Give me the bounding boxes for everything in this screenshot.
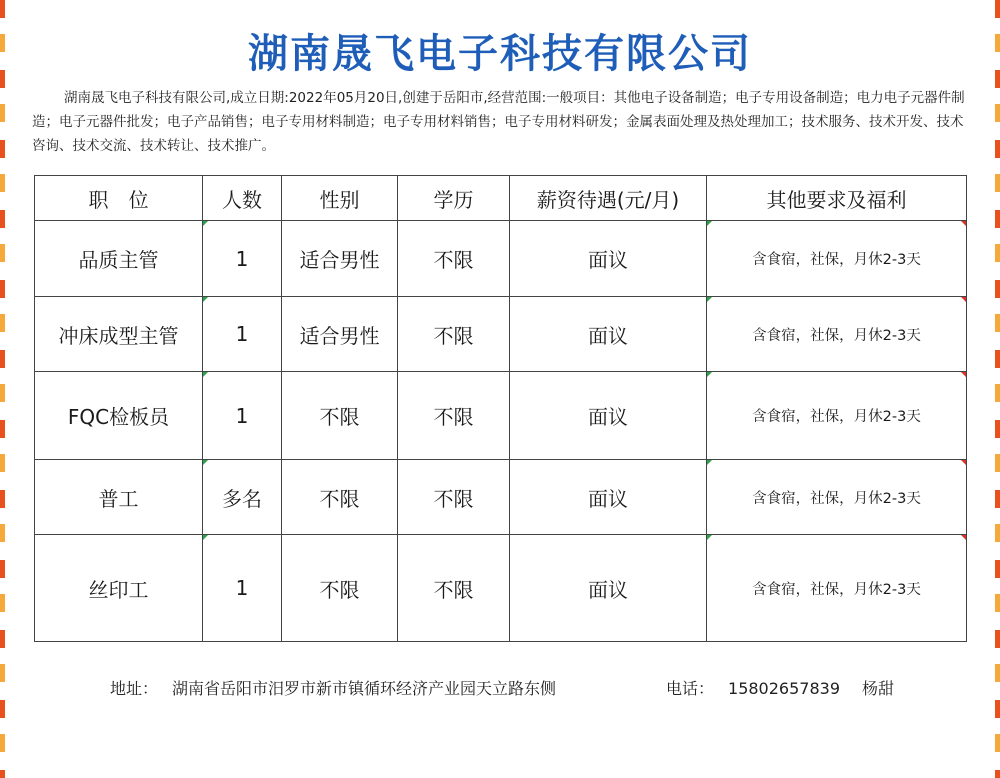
cell-position: FQC检板员 bbox=[35, 372, 203, 460]
cell-salary: 面议 bbox=[510, 460, 707, 535]
cell-salary: 面议 bbox=[510, 535, 707, 642]
address-block bbox=[110, 676, 556, 699]
table-row bbox=[35, 221, 967, 297]
company-intro: 湖南晟飞电子科技有限公司,成立日期:2022年05月20日,创建于岳阳市,经营范围:一般项目：其他电子设备制造；电子专用设备制造；电力电子元器件制造；电子元器件批发；电子产品销售；电子专用材料制造；电子专用材料销售；电子专用材料研发；金属表面处理及热处理加工；技术服务、技术开发、技术咨询、技术交流、技术转让、技术推广。 bbox=[32, 90, 965, 154]
address-label: 地址： bbox=[110, 679, 159, 698]
cell-education: 不限 bbox=[398, 221, 510, 297]
cell-perks: 含食宿，社保，月休2-3天 bbox=[707, 460, 967, 535]
header-position: 职 位 bbox=[35, 176, 203, 221]
cell-position: 丝印工 bbox=[35, 535, 203, 642]
cell-perks: 含食宿，社保，月休2-3天 bbox=[707, 221, 967, 297]
header-education: 学历 bbox=[398, 176, 510, 221]
cell-gender: 不限 bbox=[282, 372, 398, 460]
cell-education: 不限 bbox=[398, 460, 510, 535]
cell-count: 1 bbox=[203, 297, 282, 372]
cell-gender: 不限 bbox=[282, 460, 398, 535]
cell-position: 冲床成型主管 bbox=[35, 297, 203, 372]
cell-count: 1 bbox=[203, 372, 282, 460]
left-decorative-border bbox=[0, 0, 5, 778]
cell-perks: 含食宿，社保，月休2-3天 bbox=[707, 297, 967, 372]
header-perks: 其他要求及福利 bbox=[707, 176, 967, 221]
phone-number: 15802657839 bbox=[728, 679, 840, 698]
table-row bbox=[35, 535, 967, 642]
table-row bbox=[35, 297, 967, 372]
cell-gender: 适合男性 bbox=[282, 221, 398, 297]
cell-count: 1 bbox=[203, 221, 282, 297]
cell-salary: 面议 bbox=[510, 221, 707, 297]
address-text: 湖南省岳阳市汨罗市新市镇循环经济产业园天立路东侧 bbox=[172, 679, 557, 698]
cell-education: 不限 bbox=[398, 535, 510, 642]
job-table bbox=[34, 175, 967, 642]
right-decorative-border bbox=[995, 0, 1000, 778]
cell-salary: 面议 bbox=[510, 372, 707, 460]
cell-perks: 含食宿，社保，月休2-3天 bbox=[707, 372, 967, 460]
header-gender: 性别 bbox=[282, 176, 398, 221]
cell-gender: 不限 bbox=[282, 535, 398, 642]
cell-count: 1 bbox=[203, 535, 282, 642]
company-title: 湖南晟飞电子科技有限公司 bbox=[248, 31, 752, 77]
cell-count: 多名 bbox=[203, 460, 282, 535]
header-salary: 薪资待遇(元/月) bbox=[510, 176, 707, 221]
cell-position: 品质主管 bbox=[35, 221, 203, 297]
table-row bbox=[35, 372, 967, 460]
table-row bbox=[35, 460, 967, 535]
cell-education: 不限 bbox=[398, 372, 510, 460]
cell-position: 普工 bbox=[35, 460, 203, 535]
header-count: 人数 bbox=[203, 176, 282, 221]
cell-perks: 含食宿，社保，月休2-3天 bbox=[707, 535, 967, 642]
phone-block bbox=[666, 676, 894, 699]
cell-salary: 面议 bbox=[510, 297, 707, 372]
cell-education: 不限 bbox=[398, 297, 510, 372]
cell-gender: 适合男性 bbox=[282, 297, 398, 372]
contact-name: 杨甜 bbox=[862, 679, 895, 698]
table-header-row bbox=[35, 176, 967, 221]
phone-label: 电话： bbox=[666, 679, 715, 698]
